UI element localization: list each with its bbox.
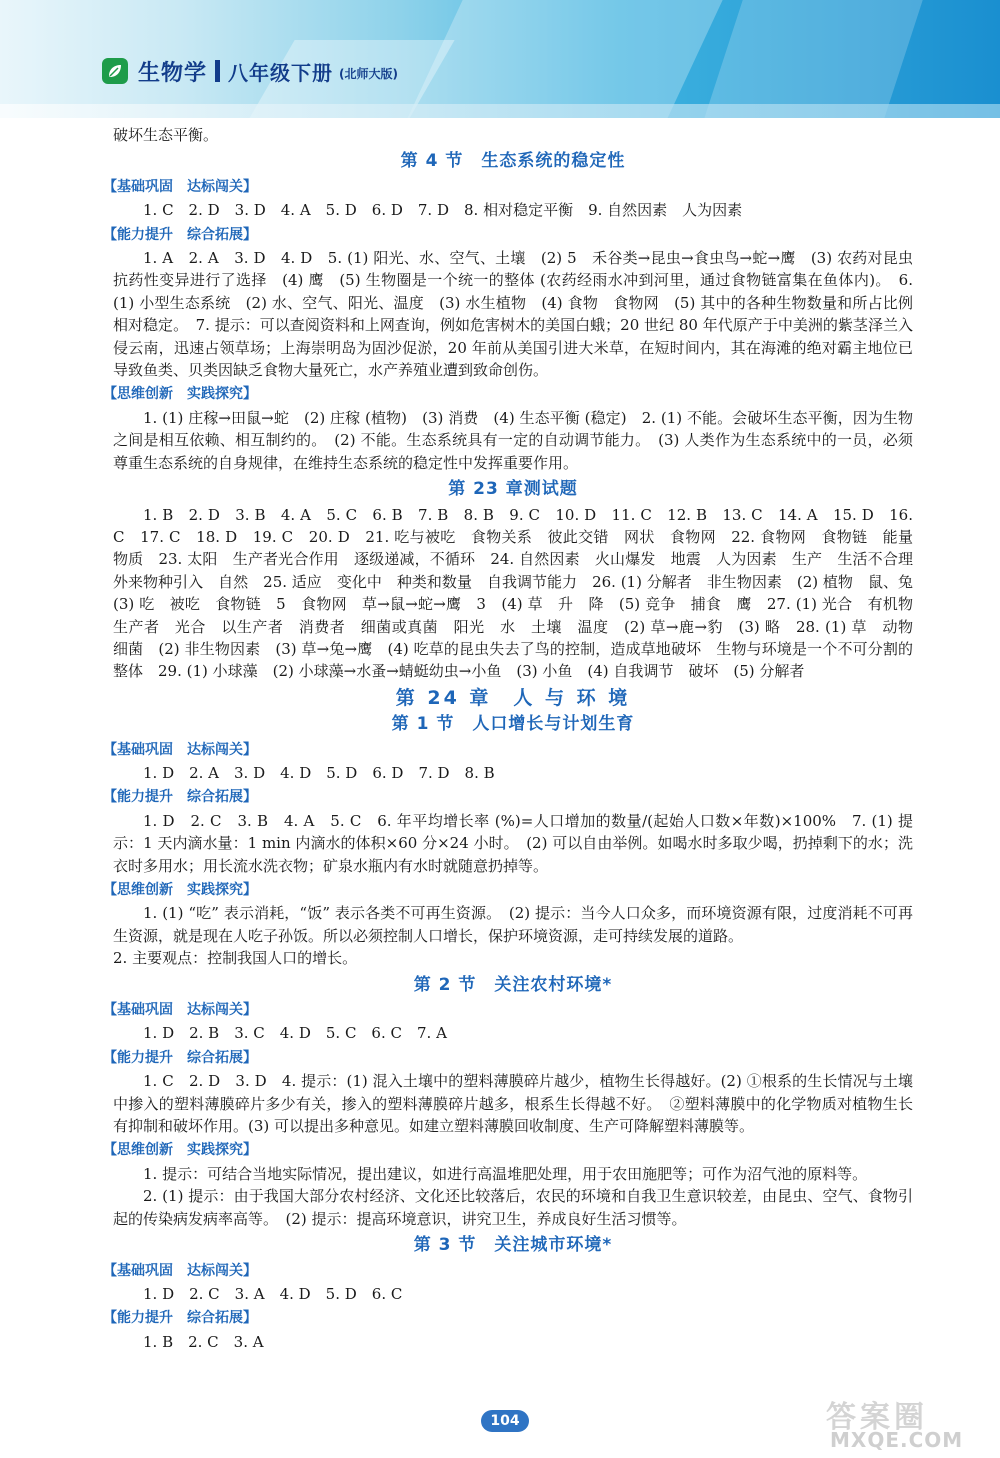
paragraph: 破坏生态平衡。 — [113, 126, 219, 144]
header-decoration — [0, 104, 1000, 118]
paragraph: 1. D 2. C 3. B 4. A 5. C 6. 年平均增长率 (%)=人口增加的数量/(起始人口数×年数)×100% 7. (1) 提示：1 天内滴水量：1 min 内滴水的体积×60 分×24 小时。 (2) 可以自由举例。如喝水时多取少喝，扔掉剩下的水；洗衣时多用水；用长流水洗衣物；矿泉水瓶内有水时就随意扔掉等。 — [113, 811, 913, 875]
grade-title: 八年级下册 — [228, 60, 334, 85]
header-decoration — [688, 0, 933, 118]
section-title: 第 3 节 关注城市环境* — [413, 1235, 613, 1256]
subject-title: 生物学 — [138, 60, 208, 86]
paragraph: 1. B 2. C 3. A — [143, 1332, 264, 1351]
site-watermark — [820, 1400, 990, 1452]
page-number: 104 — [481, 1410, 529, 1432]
exercise-tag: 【基础巩固 达标闯关】 — [103, 178, 257, 195]
watermark-logo-text: 答案圈 — [826, 1400, 928, 1435]
title-divider — [215, 60, 220, 82]
paragraph: 1. A 2. A 3. D 4. D 5. (1) 阳光、水、空气、土壤 (2) 5 禾谷类→昆虫→食虫鸟→蛇→鹰 (3) 农药对昆虫抗药性变异进行了选择 (4) 鹰 (5) 生物圈是一个统一的整体 (农药经雨水冲到河里，通过食物链富集在鱼体内)。 6. (1) 小型生态系统 (2) 水、空气、阳光、温度 (3) 水生植物 (4) 食物 食物网 (5) 其中的各种生物数量和所占比例相对稳定。 7. 提示：可以查阅资料和上网查询，例如危害树木的美国白蛾；20 世纪 80 年代原产于中美洲的紫茎泽兰入侵云南，迅速占领草场；上海崇明岛为固沙促淤，20 年前从美国引进大米草，在短时间内，其在海滩的绝对霸主地位已导致鱼类、贝类因缺乏食物大量死亡，水产养殖业遭到致命创伤。 — [113, 249, 913, 380]
paragraph: 1. 提示：可结合当地实际情况，提出建议，如进行高温堆肥处理，用于农田施肥等；可作为沼气池的原料等。 — [143, 1164, 868, 1183]
chapter-title: 第 24 章 人 与 环 境 — [395, 686, 631, 709]
section-title: 第 1 节 人口增长与计划生育 — [391, 714, 635, 735]
exercise-tag: 【能力提升 综合拓展】 — [103, 226, 257, 243]
exercise-tag: 【思维创新 实践探究】 — [103, 1142, 257, 1159]
paragraph: 1. (1) “吃” 表示消耗，“饭” 表示各类不可再生资源。 (2) 提示：当今人口众多，而环境资源有限，过度消耗不可再生资源，就是现在人吃子孙饭。所以必须控制人口增长，保护环境资源，走可持续发展的道路。 — [113, 904, 913, 945]
paragraph: 2. (1) 提示：由于我国大部分农村经济、文化还比较落后，农民的环境和自我卫生意识较差，由昆虫、空气、食物引起的传染病发病率高等。 (2) 提示：提高环境意识，讲究卫生，养成良好生活习惯等。 — [113, 1187, 913, 1228]
section-title: 第 2 节 关注农村环境* — [413, 974, 613, 995]
paragraph: 1. (1) 庄稼→田鼠→蛇 (2) 庄稼 (植物) (3) 消费 (4) 生态平衡 (稳定) 2. (1) 不能。会破坏生态平衡，因为生物之间是相互依赖、相互制约的。 (2) 不能。生态系统具有一定的自动调节能力。 (3) 人类作为生态系统中的一员，必须尊重生态系统的自身规律，在维持生态系统的稳定性中发挥重要作用。 — [113, 408, 913, 472]
exercise-tag: 【能力提升 综合拓展】 — [103, 789, 257, 806]
section-title: 第 4 节 生态系统的稳定性 — [400, 151, 626, 172]
paragraph: 1. D 2. C 3. A 4. D 5. D 6. C — [143, 1284, 403, 1303]
exercise-tag: 【思维创新 实践探究】 — [103, 386, 257, 403]
section-title: 第 23 章测试题 — [448, 479, 578, 500]
paragraph: 2. 主要观点：控制我国人口的增长。 — [113, 949, 358, 968]
watermark-domain: MXQE.COM — [830, 1428, 964, 1452]
page-header — [0, 0, 1000, 118]
exercise-tag: 【能力提升 综合拓展】 — [103, 1310, 257, 1327]
paragraph: 1. C 2. D 3. D 4. 提示：(1) 混入土壤中的塑料薄膜碎片越少，植物生长得越好。(2) ①根系的生长情况与土壤中掺入的塑料薄膜碎片多少有关，掺入的塑料薄膜碎片越多，根系生长得越不好。 ②塑料薄膜中的化学物质对植物生长有抑制和破坏作用。(3) 可以提出多种意见。如建立塑料薄膜回收制度、生产可降解塑料薄膜等。 — [113, 1072, 913, 1136]
book-brand — [102, 56, 398, 86]
paragraph: 1. B 2. D 3. B 4. A 5. C 6. B 7. B 8. B 9. C 10. D 11. C 12. B 13. C 14. A 15. D 16. C 17. C 18. D 19. C 20. D 21. 吃与被吃 食物关系 彼此交错 网状 食物网 22. 食物网 食物链 能量 物质 23. 太阳 生产者光合作用 逐级递减，不循环 24. 自然因素 火山爆发 地震 人为因素 生产 生活不合理 外来物种引入 自然 25. 适应 变化中 种类和数量 自我调节能力 26. (1) 分解者 非生物因素 (2) 植物 鼠、兔 (3) 吃 被吃 食物链 5 食物网 草→鼠→蛇→鹰 3 (4) 草 升 降 (5) 竞争 捕食 鹰 27. (1) 光合 有机物 生产者 光合 以生产者 消费者 细菌或真菌 阳光 水 土壤 温度 (2) 草→鹿→豹 (3) 略 28. (1) 草 动物 细菌 (2) 非生物因素 (3) 草→兔→鹰 (4) 吃草的昆虫失去了鸟的控制，造成草地破坏 生物与环境是一个不可分割的整体 29. (1) 小球藻 (2) 小球藻→水蚤→蜻蜓幼虫→小鱼 (3) 小鱼 (4) 自我调节 破坏 (5) 分解者 — [113, 505, 929, 681]
leaf-icon — [102, 58, 128, 84]
exercise-tag: 【基础巩固 达标闯关】 — [103, 741, 257, 758]
exercise-tag: 【基础巩固 达标闯关】 — [103, 1262, 257, 1279]
answer-content — [103, 124, 929, 1353]
edition-label: (北师大版) — [339, 66, 398, 81]
paragraph: 1. D 2. B 3. C 4. D 5. C 6. C 7. A — [143, 1024, 447, 1043]
paragraph: 1. D 2. A 3. D 4. D 5. D 6. D 7. D 8. B — [143, 763, 495, 782]
exercise-tag: 【能力提升 综合拓展】 — [103, 1049, 257, 1066]
exercise-tag: 【基础巩固 达标闯关】 — [103, 1002, 257, 1019]
exercise-tag: 【思维创新 实践探究】 — [103, 882, 257, 898]
paragraph: 1. C 2. D 3. D 4. A 5. D 6. D 7. D 8. 相对稳定平衡 9. 自然因素 人为因素 — [143, 201, 743, 220]
